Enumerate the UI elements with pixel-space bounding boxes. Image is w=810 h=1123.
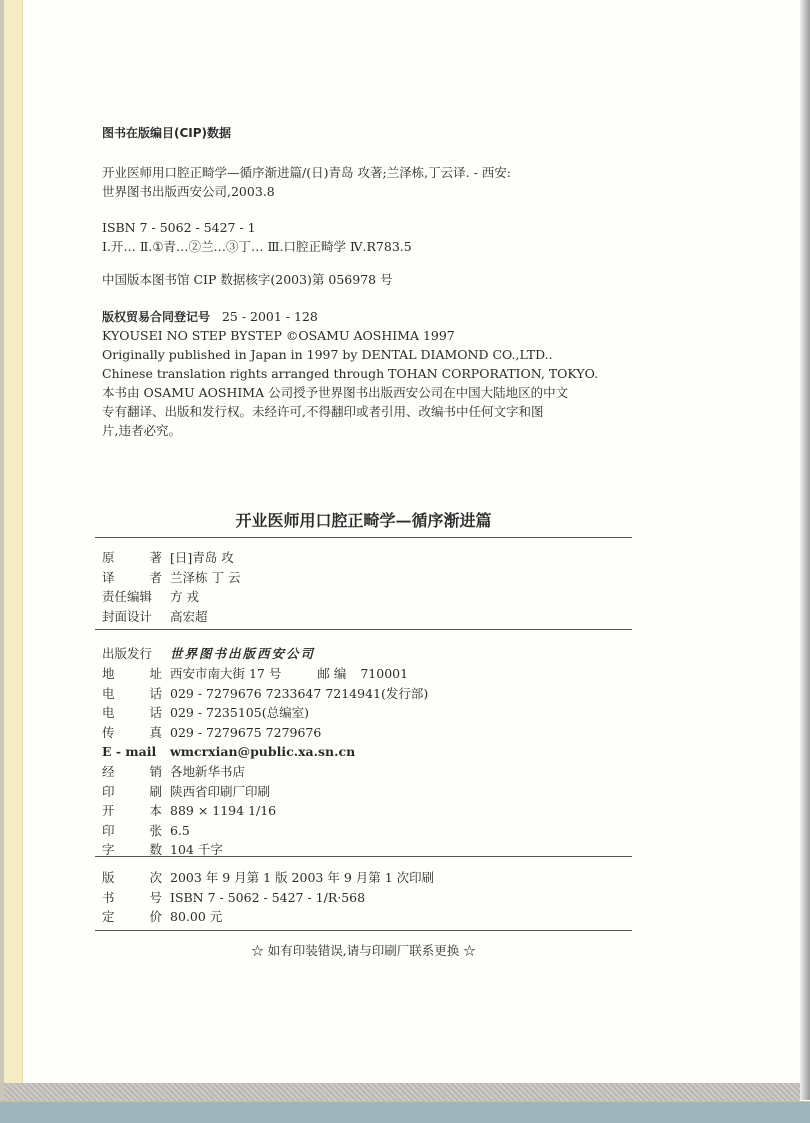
row-label-part: 号 — [149, 889, 162, 905]
scan-bottom-band — [4, 1083, 800, 1102]
row-value: 西安市南大街 17 号 — [170, 666, 282, 681]
row-value: ISBN 7 - 5062 - 5427 - 1/R·568 — [170, 889, 366, 905]
row-label-part: 定 — [102, 909, 115, 924]
row-value: 104 千字 — [170, 842, 223, 858]
row-value: 029 - 7235105(总编室) — [170, 705, 309, 721]
row-value: 029 - 7279676 7233647 7214941(发行部) — [170, 685, 429, 701]
info-row — [102, 742, 355, 762]
info-row — [102, 821, 190, 841]
copyright-line: 本书由 OSAMU AOSHIMA 公司授予世界图书出版西安公司在中国大陆地区的中文 — [102, 385, 569, 400]
row-label-part: 封面设计 — [102, 608, 153, 624]
info-row — [102, 684, 428, 704]
divider — [95, 856, 632, 857]
row-label-part: 著 — [149, 550, 162, 565]
publisher-row — [102, 644, 315, 664]
info-row — [102, 907, 222, 927]
divider — [95, 537, 632, 538]
info-row — [102, 703, 309, 723]
row-label — [102, 607, 162, 627]
cip-classification: Ⅰ.开… Ⅱ.①青…②兰…③丁… Ⅲ.口腔正畸学 Ⅳ.R783.5 — [102, 239, 412, 254]
copyright-line: 专有翻译、出版和发行权。未经许可,不得翻印或者引用、改编书中任何文字和图 — [102, 404, 544, 419]
info-row — [102, 664, 408, 684]
row-value: 各地新华书店 — [170, 764, 246, 779]
row-label-part: 电 — [102, 685, 115, 701]
row-label — [102, 907, 162, 927]
info-row — [102, 723, 321, 743]
row-value: 2003 年 9 月第 1 版 2003 年 9 月第 1 次印刷 — [170, 870, 435, 885]
row-label-part: 地 — [102, 666, 115, 681]
row-label-part: 责任编辑 — [102, 589, 153, 604]
row-label — [102, 762, 162, 782]
row-label-part: 印 — [102, 822, 115, 838]
info-row — [102, 587, 199, 607]
postcode-label: 邮 编 — [317, 666, 347, 681]
info-row — [102, 568, 240, 588]
row-label — [102, 723, 162, 743]
row-label-part: 传 — [102, 724, 115, 740]
row-value: [日]青岛 攻 — [170, 550, 234, 565]
row-label — [102, 664, 162, 684]
row-label-part: 销 — [149, 764, 162, 779]
row-label — [102, 801, 162, 821]
cip-verification: 中国版本图书馆 CIP 数据核字(2003)第 056978 号 — [102, 272, 393, 287]
book-title: 开业医师用口腔正畸学—循序渐进篇 — [235, 511, 492, 530]
cip-line: 开业医师用口腔正畸学—循序渐进篇/(日)青岛 攻著;兰泽栋,丁云译. - 西安: — [102, 165, 511, 180]
row-value: 80.00 元 — [170, 909, 223, 924]
copyright-line: Chinese translation rights arranged through TOHAN CORPORATION, TOKYO. — [102, 366, 599, 381]
row-label — [102, 782, 162, 802]
row-value: 陕西省印刷厂印刷 — [170, 783, 271, 799]
row-label-part: 数 — [149, 842, 162, 858]
row-label-part: 者 — [149, 569, 162, 585]
row-value: 方 戎 — [170, 589, 199, 604]
divider — [95, 629, 632, 630]
publisher-label: 出版发行 — [102, 646, 153, 661]
row-label-part: 经 — [102, 764, 115, 779]
registration-line — [102, 307, 318, 327]
footer-note: ☆ 如有印装错误,请与印刷厂联系更换 ☆ — [251, 943, 476, 958]
info-row — [102, 607, 208, 627]
copyright-line: Originally published in Japan in 1997 by DENTAL DIAMOND CO.,LTD.. — [102, 347, 553, 362]
row-label — [102, 587, 162, 607]
row-label-part: 开 — [102, 803, 115, 819]
registration-label: 版权贸易合同登记号 — [102, 310, 211, 324]
row-label-part: 话 — [149, 705, 162, 721]
row-label-part: 书 — [102, 889, 115, 905]
info-row — [102, 888, 365, 908]
row-label-part: 电 — [102, 705, 115, 721]
info-row — [102, 868, 434, 888]
copyright-line: 片,违者必究。 — [102, 423, 181, 438]
row-value: 高宏超 — [170, 608, 208, 624]
scan-background — [0, 1101, 810, 1123]
registration-number: 25 - 2001 - 128 — [221, 309, 318, 324]
info-row — [102, 801, 276, 821]
row-label-part: 话 — [149, 685, 162, 701]
row-label — [102, 868, 162, 888]
info-row — [102, 782, 270, 802]
row-value: 6.5 — [170, 822, 190, 838]
publisher-logo-text: 世界图书出版西安公司 — [170, 646, 316, 661]
scan-right-edge — [800, 0, 810, 1100]
row-label-part: E - mail — [102, 744, 157, 760]
row-label-part: 真 — [149, 724, 162, 740]
row-label-part: 版 — [102, 870, 115, 885]
info-row — [102, 548, 234, 568]
row-label-part: 刷 — [149, 783, 162, 799]
cip-isbn: ISBN 7 - 5062 - 5427 - 1 — [102, 220, 256, 235]
divider — [95, 930, 632, 931]
row-value: 兰泽栋 丁 云 — [170, 569, 241, 585]
row-label-part: 印 — [102, 783, 115, 799]
row-value: 029 - 7279675 7279676 — [170, 724, 322, 740]
row-label-part: 原 — [102, 550, 115, 565]
row-label-part: 张 — [149, 822, 162, 838]
row-label — [102, 684, 162, 704]
row-label-part: 址 — [149, 666, 162, 681]
row-label — [102, 568, 162, 588]
row-label-part: 价 — [149, 909, 162, 924]
postcode-value: 710001 — [360, 666, 409, 681]
row-label-part: 本 — [149, 803, 162, 819]
row-label — [102, 742, 162, 762]
row-label — [102, 548, 162, 568]
row-label — [102, 888, 162, 908]
row-label-part: 译 — [102, 569, 115, 585]
row-label-part: 字 — [102, 842, 115, 858]
info-row — [102, 762, 245, 782]
row-value: 889 × 1194 1/16 — [170, 803, 277, 819]
row-label-part: 次 — [149, 870, 162, 885]
cip-heading: 图书在版编目(CIP)数据 — [102, 126, 232, 140]
row-label — [102, 821, 162, 841]
cip-line: 世界图书出版西安公司,2003.8 — [102, 184, 275, 199]
row-value: wmcrxian@public.xa.sn.cn — [170, 744, 356, 760]
copyright-line: KYOUSEI NO STEP BYSTEP ©OSAMU AOSHIMA 1997 — [102, 328, 455, 343]
row-label — [102, 703, 162, 723]
scan-left-edge — [0, 0, 4, 1122]
